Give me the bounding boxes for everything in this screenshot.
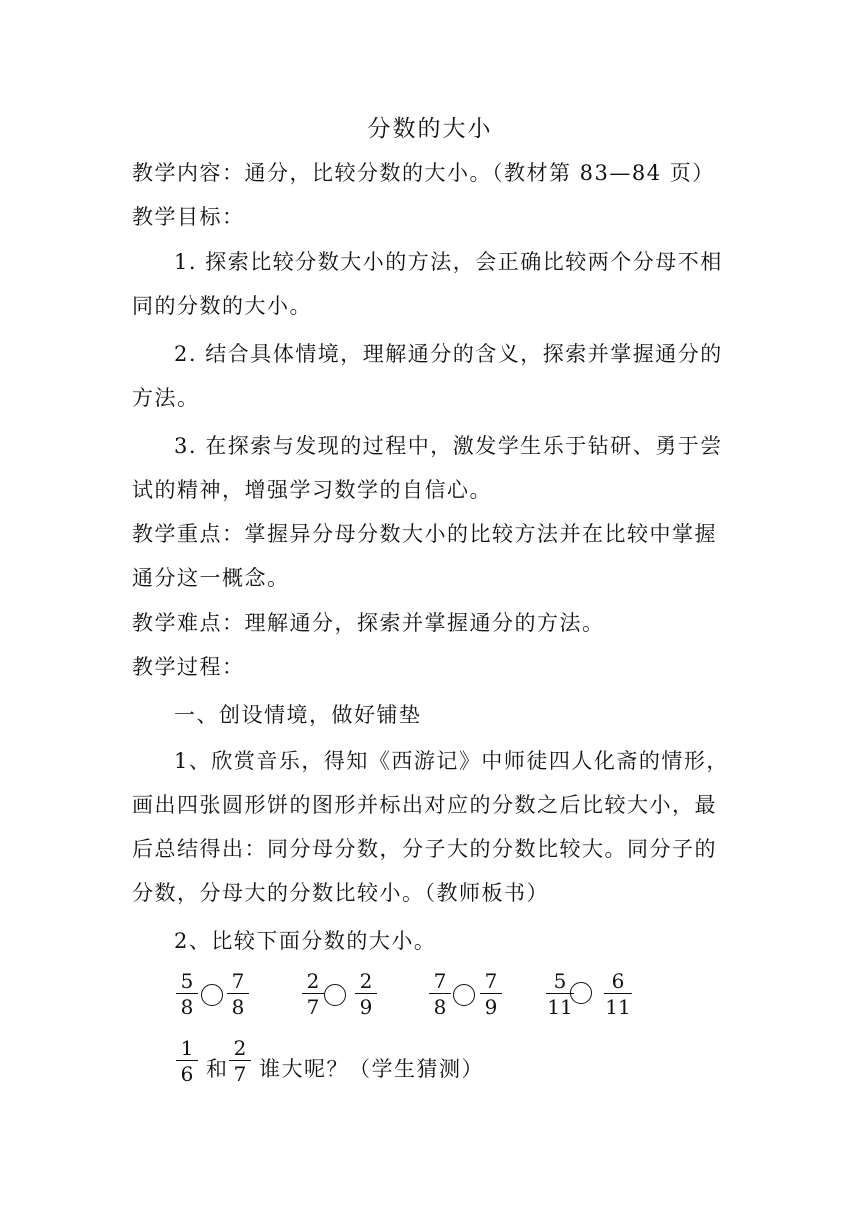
connector-text: 和 xyxy=(206,1057,229,1081)
fraction-bar xyxy=(176,1060,198,1061)
fraction-bar xyxy=(355,993,377,994)
goal-2-line-1: 2. 结合具体情境，理解通分的含义，探索并掌握通分的 xyxy=(174,342,723,366)
step-1-line-2: 画出四张圆形饼的图形并标出对应的分数之后比较大小，最 xyxy=(132,793,717,817)
fraction xyxy=(302,970,324,1018)
step-2-line: 2、比较下面分数的大小。 xyxy=(174,929,437,953)
page-title: 分数的大小 xyxy=(367,116,493,142)
denominator: 7 xyxy=(306,995,320,1019)
denominator: 8 xyxy=(180,995,194,1019)
denominator: 8 xyxy=(231,995,245,1019)
numerator: 2 xyxy=(359,969,373,993)
step-1-line-1: 1、欣赏音乐，得知《西游记》中师徒四人化斋的情形， xyxy=(174,749,729,773)
compare-circle[interactable] xyxy=(570,982,592,1004)
fraction-bar xyxy=(229,1060,251,1061)
denominator: 6 xyxy=(180,1062,194,1086)
fraction xyxy=(227,970,249,1018)
teaching-goals-heading: 教学目标： xyxy=(132,205,245,229)
key-point-line-2: 通分这一概念。 xyxy=(132,566,290,590)
fraction xyxy=(429,970,451,1018)
goal-3-line-1: 3. 在探索与发现的过程中，激发学生乐于钻研、勇于尝 xyxy=(174,434,723,458)
denominator: 7 xyxy=(233,1062,247,1086)
denominator: 11 xyxy=(605,995,631,1019)
numerator: 5 xyxy=(553,969,567,993)
step-1-line-3: 后总结得出：同分母分数，分子大的分数比较大。同分子的 xyxy=(132,837,717,861)
fraction-bar xyxy=(176,993,198,994)
fraction-bar xyxy=(604,993,632,994)
section-1-heading: 一、创设情境，做好铺垫 xyxy=(174,703,422,727)
goal-1-line-1: 1. 探索比较分数大小的方法，会正确比较两个分母不相 xyxy=(174,250,723,274)
denominator: 9 xyxy=(484,995,498,1019)
fraction xyxy=(176,970,198,1018)
step-1-line-4: 分数，分母大的分数比较小。（教师板书） xyxy=(132,881,549,905)
fraction-comparison-row xyxy=(0,970,860,1030)
numerator: 2 xyxy=(306,969,320,993)
numerator: 7 xyxy=(484,969,498,993)
goal-1-line-2: 同的分数的大小。 xyxy=(132,294,312,318)
goal-3-line-2: 试的精神，增强学习数学的自信心。 xyxy=(132,478,492,502)
denominator: 8 xyxy=(433,995,447,1019)
fraction xyxy=(229,1037,251,1085)
compare-circle[interactable] xyxy=(453,984,475,1006)
denominator: 9 xyxy=(359,995,373,1019)
teaching-content-line: 教学内容：通分，比较分数的大小。（教材第 83—84 页） xyxy=(132,161,715,185)
numerator: 7 xyxy=(231,969,245,993)
numerator: 6 xyxy=(611,969,625,993)
process-heading: 教学过程： xyxy=(132,655,245,679)
fraction-bar xyxy=(302,993,324,994)
numerator: 2 xyxy=(233,1036,247,1060)
fraction xyxy=(604,970,632,1018)
numerator: 7 xyxy=(433,969,447,993)
question-text: 谁大呢？（学生猜测） xyxy=(259,1057,484,1081)
compare-circle[interactable] xyxy=(201,984,223,1006)
fraction xyxy=(176,1037,198,1085)
question-row xyxy=(0,1037,860,1097)
difficulty-line: 教学难点：理解通分，探索并掌握通分的方法。 xyxy=(132,611,605,635)
key-point-line-1: 教学重点：掌握异分母分数大小的比较方法并在比较中掌握 xyxy=(132,522,717,546)
fraction-bar xyxy=(429,993,451,994)
numerator: 1 xyxy=(180,1036,194,1060)
compare-circle[interactable] xyxy=(324,984,346,1006)
fraction-bar xyxy=(480,993,502,994)
fraction xyxy=(480,970,502,1018)
denominator: 11 xyxy=(547,995,573,1019)
fraction xyxy=(355,970,377,1018)
goal-2-line-2: 方法。 xyxy=(132,386,200,410)
numerator: 5 xyxy=(180,969,194,993)
fraction-bar xyxy=(227,993,249,994)
